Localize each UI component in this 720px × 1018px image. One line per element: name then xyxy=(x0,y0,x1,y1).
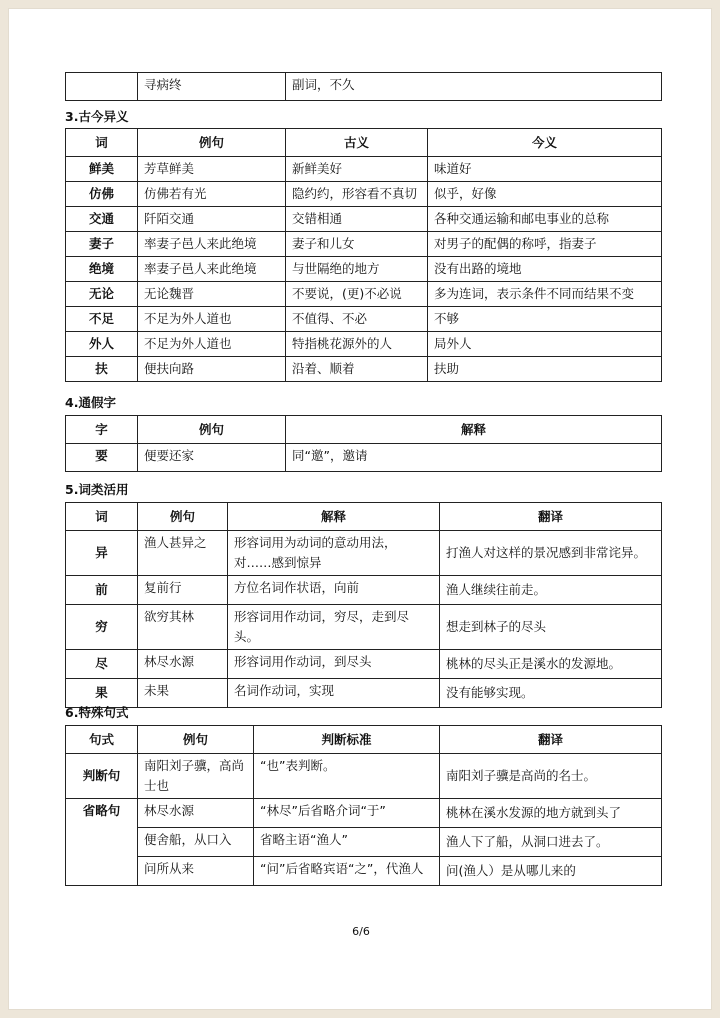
column-header: 翻译 xyxy=(440,503,662,531)
table-row xyxy=(66,650,662,679)
table-row xyxy=(66,857,662,886)
word-cell: 绝境 xyxy=(66,257,138,282)
word-class-table xyxy=(65,502,662,708)
table-row xyxy=(66,282,662,307)
modern-meaning-cell: 味道好 xyxy=(428,157,662,182)
column-header: 例句 xyxy=(138,416,286,444)
example-cell: 复前行 xyxy=(138,576,228,605)
section-title-special-sentence: 6.特殊句式 xyxy=(65,705,129,720)
word-cell: 无论 xyxy=(66,282,138,307)
table-row xyxy=(66,182,662,207)
table-row xyxy=(66,679,662,708)
word-cell: 鲜美 xyxy=(66,157,138,182)
modern-meaning-cell: 没有出路的境地 xyxy=(428,257,662,282)
top-continuation-table xyxy=(65,72,662,101)
example-cell: 便扶向路 xyxy=(138,357,286,382)
table-row xyxy=(66,357,662,382)
column-header: 词 xyxy=(66,503,138,531)
explain-cell: 形容词用为动词的意动用法，对……感到惊异 xyxy=(228,531,440,576)
meaning-cell: 副词，不久 xyxy=(286,73,662,101)
table-row xyxy=(66,605,662,650)
column-header: 例句 xyxy=(138,726,254,754)
translate-cell: 没有能够实现。 xyxy=(440,679,662,708)
example-cell: 未果 xyxy=(138,679,228,708)
word-cell: 尽 xyxy=(66,650,138,679)
example-cell: 率妻子邑人来此绝境 xyxy=(138,232,286,257)
example-cell: 不足为外人道也 xyxy=(138,332,286,357)
table-row xyxy=(66,531,662,576)
column-header: 解释 xyxy=(286,416,662,444)
column-header: 解释 xyxy=(228,503,440,531)
table-header-row xyxy=(66,503,662,531)
table-row xyxy=(66,307,662,332)
example-cell: 便要还家 xyxy=(138,444,286,472)
translate-cell: 渔人继续往前走。 xyxy=(440,576,662,605)
criterion-cell: “林尽”后省略介词“于” xyxy=(254,799,440,828)
table-row xyxy=(66,207,662,232)
example-cell: 不足为外人道也 xyxy=(138,307,286,332)
explain-cell: 方位名词作状语，向前 xyxy=(228,576,440,605)
table-row xyxy=(66,576,662,605)
word-cell: 扶 xyxy=(66,357,138,382)
sentence-type-cell: 判断句 xyxy=(66,754,138,799)
section-title-ancient-modern: 3.古今异义 xyxy=(65,109,129,124)
section-title-interchangeable: 4.通假字 xyxy=(65,395,116,410)
word-cell: 穷 xyxy=(66,605,138,650)
example-cell: 阡陌交通 xyxy=(138,207,286,232)
explain-cell: 名词作动词，实现 xyxy=(228,679,440,708)
translate-cell: 渔人下了船，从洞口进去了。 xyxy=(440,828,662,857)
table-row xyxy=(66,754,662,799)
table-row xyxy=(66,799,662,828)
example-cell: 林尽水源 xyxy=(138,799,254,828)
table-header-row xyxy=(66,416,662,444)
page-number: 6/6 xyxy=(352,925,370,938)
example-cell: 芳草鲜美 xyxy=(138,157,286,182)
section-title-word-class: 5.词类活用 xyxy=(65,482,129,497)
translate-cell: 打渔人对这样的景况感到非常诧异。 xyxy=(440,531,662,576)
explain-cell: 形容词用作动词，到尽头 xyxy=(228,650,440,679)
translate-cell: 想走到林子的尽头 xyxy=(440,605,662,650)
translate-cell: 问(渔人）是从哪儿来的 xyxy=(440,857,662,886)
explain-cell: 同“邀”，邀请 xyxy=(286,444,662,472)
word-cell: 异 xyxy=(66,531,138,576)
table-row xyxy=(66,257,662,282)
document-page xyxy=(8,8,712,1010)
example-cell: 便舍船，从口入 xyxy=(138,828,254,857)
example-cell: 寻病终 xyxy=(138,73,286,101)
modern-meaning-cell: 扶助 xyxy=(428,357,662,382)
ancient-meaning-cell: 不要说，(更)不必说 xyxy=(286,282,428,307)
example-cell: 问所从来 xyxy=(138,857,254,886)
interchangeable-char-table xyxy=(65,415,662,472)
example-cell: 欲穷其林 xyxy=(138,605,228,650)
ancient-meaning-cell: 不值得、不必 xyxy=(286,307,428,332)
word-cell: 妻子 xyxy=(66,232,138,257)
column-header: 古义 xyxy=(286,129,428,157)
table-header-row xyxy=(66,129,662,157)
modern-meaning-cell: 各种交通运输和邮电事业的总称 xyxy=(428,207,662,232)
word-cell xyxy=(66,73,138,101)
special-sentence-table xyxy=(65,725,662,886)
table-row xyxy=(66,444,662,472)
modern-meaning-cell: 局外人 xyxy=(428,332,662,357)
table-row xyxy=(66,157,662,182)
column-header: 词 xyxy=(66,129,138,157)
modern-meaning-cell: 不够 xyxy=(428,307,662,332)
ancient-meaning-cell: 新鲜美好 xyxy=(286,157,428,182)
criterion-cell: “问”后省略宾语“之”，代渔人 xyxy=(254,857,440,886)
table-header-row xyxy=(66,726,662,754)
column-header: 例句 xyxy=(138,503,228,531)
explain-cell: 形容词用作动词，穷尽，走到尽头。 xyxy=(228,605,440,650)
ancient-meaning-cell: 隐约约，形容看不真切 xyxy=(286,182,428,207)
translate-cell: 桃林的尽头正是溪水的发源地。 xyxy=(440,650,662,679)
modern-meaning-cell: 对男子的配偶的称呼，指妻子 xyxy=(428,232,662,257)
word-cell: 前 xyxy=(66,576,138,605)
column-header: 字 xyxy=(66,416,138,444)
word-cell: 果 xyxy=(66,679,138,708)
example-cell: 率妻子邑人来此绝境 xyxy=(138,257,286,282)
modern-meaning-cell: 多为连词，表示条件不同而结果不变 xyxy=(428,282,662,307)
modern-meaning-cell: 似乎，好像 xyxy=(428,182,662,207)
ancient-meaning-cell: 沿着、顺着 xyxy=(286,357,428,382)
table-row xyxy=(66,232,662,257)
word-cell: 仿佛 xyxy=(66,182,138,207)
example-cell: 南阳刘子骥，高尚士也 xyxy=(138,754,254,799)
table-row xyxy=(66,73,662,101)
example-cell: 渔人甚异之 xyxy=(138,531,228,576)
column-header: 例句 xyxy=(138,129,286,157)
translate-cell: 南阳刘子骥是高尚的名士。 xyxy=(440,754,662,799)
example-cell: 仿佛若有光 xyxy=(138,182,286,207)
column-header: 判断标准 xyxy=(254,726,440,754)
translate-cell: 桃林在溪水发源的地方就到头了 xyxy=(440,799,662,828)
char-cell: 要 xyxy=(66,444,138,472)
table-row xyxy=(66,828,662,857)
word-cell: 外人 xyxy=(66,332,138,357)
ancient-meaning-cell: 与世隔绝的地方 xyxy=(286,257,428,282)
sentence-type-cell: 省略句 xyxy=(66,799,138,886)
ancient-meaning-cell: 特指桃花源外的人 xyxy=(286,332,428,357)
word-cell: 不足 xyxy=(66,307,138,332)
example-cell: 无论魏晋 xyxy=(138,282,286,307)
ancient-meaning-cell: 妻子和儿女 xyxy=(286,232,428,257)
word-cell: 交通 xyxy=(66,207,138,232)
criterion-cell: 省略主语“渔人” xyxy=(254,828,440,857)
example-cell: 林尽水源 xyxy=(138,650,228,679)
ancient-meaning-cell: 交错相通 xyxy=(286,207,428,232)
column-header: 翻译 xyxy=(440,726,662,754)
column-header: 句式 xyxy=(66,726,138,754)
criterion-cell: “也”表判断。 xyxy=(254,754,440,799)
table-row xyxy=(66,332,662,357)
column-header: 今义 xyxy=(428,129,662,157)
ancient-modern-table xyxy=(65,128,662,382)
